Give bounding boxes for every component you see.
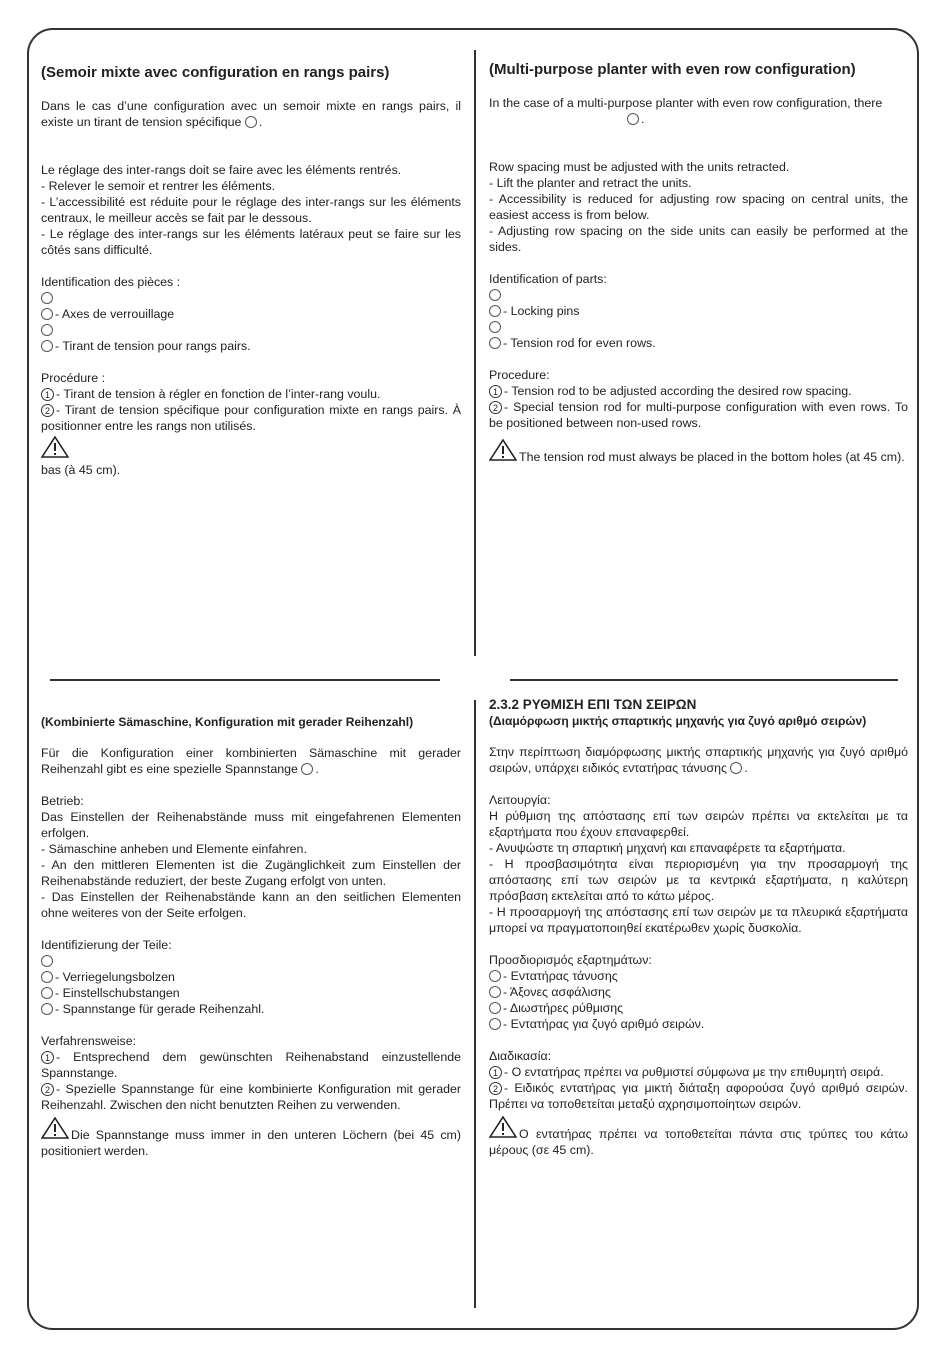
- part-item: - Εντατήρας τάνυσης: [489, 968, 908, 984]
- parts-title: Identifizierung der Teile:: [41, 938, 172, 952]
- procedure-title: Διαδικασία:: [489, 1049, 552, 1063]
- number-one-icon: 1: [489, 1066, 502, 1079]
- procedure-step: 1 - Ο εντατήρας πρέπει να ρυθμιστεί σύμφωνα με την επιθυμητή σειρά.: [489, 1064, 908, 1080]
- part-item: - Άξονες ασφάλισης: [489, 984, 908, 1000]
- warning-line: [41, 436, 461, 462]
- column-divider-bottom: [474, 700, 476, 1308]
- part-item: [41, 322, 461, 338]
- step-line: - Lift the planter and retract the units.: [489, 176, 692, 190]
- french-section: [41, 63, 461, 478]
- german-section: [41, 714, 461, 1159]
- part-item: - Einstellschubstangen: [41, 985, 461, 1001]
- part-item: [489, 287, 908, 303]
- english-section: [489, 60, 908, 465]
- part-marker-icon: [489, 337, 501, 349]
- procedure-step: 1 - Tirant de tension à régler en fonction de l’inter-rang voulu.: [41, 386, 461, 402]
- section-title: (Semoir mixte avec configuration en rangs pairs): [41, 64, 390, 81]
- part-marker-icon: [489, 1018, 501, 1030]
- part-marker-icon: [489, 321, 501, 333]
- part-item: - Εντατήρας για ζυγό αριθμό σειρών.: [489, 1016, 908, 1032]
- step-line: - An den mittleren Elementen ist die Zugänglichkeit zum Einstellen der Reihenabstände reduziert, der beste Zugang erfolgt von unten.: [41, 858, 461, 888]
- section-title: (Multi-purpose planter with even row configuration): [489, 61, 856, 78]
- intro-paragraph: Für die Konfiguration einer kombinierten Sämaschine mit gerader Reihenzahl gibt es eine spezielle Spannstange .: [41, 746, 461, 776]
- part-item: [489, 319, 908, 335]
- step-line: - Η προσαρμογή της απόστασης επί των σειρών με τα πλευρικά εξαρτήματα μπορεί να πραγματοποιηθεί εκατέρωθεν χωρίς δυσκολία.: [489, 905, 908, 935]
- part-marker-icon: [41, 955, 53, 967]
- part-marker-icon: [245, 116, 257, 128]
- part-marker-icon: [41, 308, 53, 320]
- warning-triangle-icon: [489, 439, 517, 463]
- part-marker-icon: [730, 762, 742, 774]
- section-rule-left: [50, 679, 440, 681]
- part-marker-icon: [489, 289, 501, 301]
- warning-line: Die Spannstange muss immer in den unteren Löchern (bei 45 cm) positioniert werden.: [41, 1117, 461, 1159]
- warning-triangle-icon: [41, 436, 69, 460]
- number-one-icon: 1: [489, 385, 502, 398]
- step-line: - Η προσβασιμότητα είναι περιορισμένη για την προσαρμογή της απόστασης επί των σειρών με τα κεντρικά εξαρτήματα, η καλύτερη πρόσβαση εκτελείται από το κάτω μέρος.: [489, 857, 908, 903]
- procedure-step: 1 - Tension rod to be adjusted according the desired row spacing.: [489, 383, 908, 399]
- step-line: Das Einstellen der Reihenabstände muss mit eingefahrenen Elementen erfolgen.: [41, 810, 461, 840]
- procedure-title: Procedure:: [489, 368, 550, 382]
- part-marker-icon: [41, 292, 53, 304]
- step-line: - Sämaschine anheben und Elemente einfahren.: [41, 842, 307, 856]
- parts-title: Identification of parts:: [489, 272, 607, 286]
- number-one-icon: 1: [41, 1051, 54, 1064]
- warning-triangle-icon: [41, 1117, 69, 1141]
- number-two-icon: 2: [489, 1082, 502, 1095]
- step-line: - Das Einstellen der Reihenabstände kann an den seitlichen Elementen ohne weiteres von der Seite erfolgen.: [41, 890, 461, 920]
- number-two-icon: 2: [41, 404, 54, 417]
- part-item: - Locking pins: [489, 303, 908, 319]
- section-title: (Διαμόρφωση μικτής σπαρτικής μηχανής για ζυγό αριθμό σειρών): [489, 714, 867, 728]
- part-marker-icon: [489, 305, 501, 317]
- parts-title: Identification des pièces :: [41, 275, 181, 289]
- part-marker-icon: [41, 324, 53, 336]
- part-item: - Tension rod for even rows.: [489, 335, 908, 351]
- step-line: Row spacing must be adjusted with the units retracted.: [489, 160, 790, 174]
- number-two-icon: 2: [41, 1083, 54, 1096]
- step-line: Η ρύθμιση της απόστασης επί των σειρών πρέπει να εκτελείται με τα εξαρτήματα που έχουν επαναφερθεί.: [489, 809, 908, 839]
- step-line: - L’accessibilité est réduite pour le réglage des inter-rangs sur les éléments centraux, le meilleur accès se fait par le dessous.: [41, 195, 461, 225]
- part-item: [41, 290, 461, 306]
- part-marker-icon: [489, 970, 501, 982]
- section-number-title: 2.3.2 ΡΥΘΜΙΣΗ ΕΠΙ ΤΩΝ ΣΕΙΡΩΝ: [489, 697, 697, 712]
- procedure-step: 2 - Special tension rod for multi-purpose configuration with even rows. To be positioned between non-used rows.: [489, 400, 908, 430]
- part-item: - Tirant de tension pour rangs pairs.: [41, 338, 461, 354]
- section-rule-right: [510, 679, 898, 681]
- part-item: [41, 953, 461, 969]
- part-item: - Verriegelungsbolzen: [41, 969, 461, 985]
- procedure-step: 2 - Ειδικός εντατήρας για μικτή διάταξη αφορούσα ζυγό αριθμό σειρών. Πρέπει να τοποθετείται μεταξύ αχρησιμοποίητων σειρών.: [489, 1081, 908, 1111]
- intro-paragraph: Στην περίπτωση διαμόρφωσης μικτής σπαρτικής μηχανής για ζυγό αριθμό σειρών, υπάρχει ειδικός εντατήρας τάνυσης .: [489, 745, 908, 775]
- step-line: - Relever le semoir et rentrer les éléments.: [41, 179, 276, 193]
- steps-title: Betrieb:: [41, 794, 84, 808]
- part-item: - Διωστήρες ρύθμισης: [489, 1000, 908, 1016]
- procedure-step: 2 - Spezielle Spannstange für eine kombinierte Konfiguration mit gerader Reihenzahl. Zwischen den nicht benutzten Reihen zu verwenden.: [41, 1082, 461, 1112]
- parts-title: Προσδιορισμός εξαρτημάτων:: [489, 953, 652, 967]
- step-line: - Ανυψώστε τη σπαρτική μηχανή και επαναφέρετε τα εξαρτήματα.: [489, 841, 846, 855]
- section-title: (Kombinierte Sämaschine, Konfiguration mit gerader Reihenzahl): [41, 715, 414, 729]
- warning-tail: bas (à 45 cm).: [41, 463, 121, 477]
- column-divider-top: [474, 50, 476, 656]
- part-marker-icon: [301, 763, 313, 775]
- greek-section: [489, 697, 908, 1158]
- number-two-icon: 2: [489, 401, 502, 414]
- warning-triangle-icon: [489, 1116, 517, 1140]
- procedure-title: Verfahrensweise:: [41, 1034, 137, 1048]
- part-item: - Spannstange für gerade Reihenzahl.: [41, 1001, 461, 1017]
- part-marker-icon: [41, 971, 53, 983]
- steps-title: Λειτουργία:: [489, 793, 551, 807]
- part-marker-icon: [489, 1002, 501, 1014]
- step-line: - Le réglage des inter-rangs sur les éléments latéraux peut se faire sur les côtés sans difficulté.: [41, 227, 461, 257]
- step-line: - Adjusting row spacing on the side units can easily be performed at the sides.: [489, 224, 908, 254]
- part-item: - Axes de verrouillage: [41, 306, 461, 322]
- part-marker-icon: [41, 1003, 53, 1015]
- number-one-icon: 1: [41, 388, 54, 401]
- procedure-step: 2 - Tirant de tension spécifique pour configuration mixte en rangs pairs. À positionner entre les rangs non utilisés.: [41, 403, 461, 433]
- intro-paragraph: Dans le cas d’une configuration avec un semoir mixte en rangs pairs, il existe un tirant de tension spécifique .: [41, 99, 461, 129]
- part-marker-icon: [41, 340, 53, 352]
- part-marker-icon: [41, 987, 53, 999]
- warning-line: Ο εντατήρας πρέπει να τοποθετείται πάντα στις τρύπες του κάτω μέρους (σε 45 cm).: [489, 1116, 908, 1158]
- intro-paragraph: In the case of a multi-purpose planter with even row configuration, there .: [489, 96, 883, 126]
- procedure-step: 1 - Entsprechend dem gewünschten Reihenabstand einzustellende Spannstange.: [41, 1050, 461, 1080]
- part-marker-icon: [489, 986, 501, 998]
- procedure-title: Procédure :: [41, 371, 106, 385]
- part-marker-icon: [627, 113, 639, 125]
- warning-line: The tension rod must always be placed in the bottom holes (at 45 cm).: [489, 439, 908, 465]
- step-line: - Accessibility is reduced for adjusting row spacing on central units, the easiest access is from below.: [489, 192, 908, 222]
- step-line: Le réglage des inter-rangs doit se faire avec les éléments rentrés.: [41, 163, 402, 177]
